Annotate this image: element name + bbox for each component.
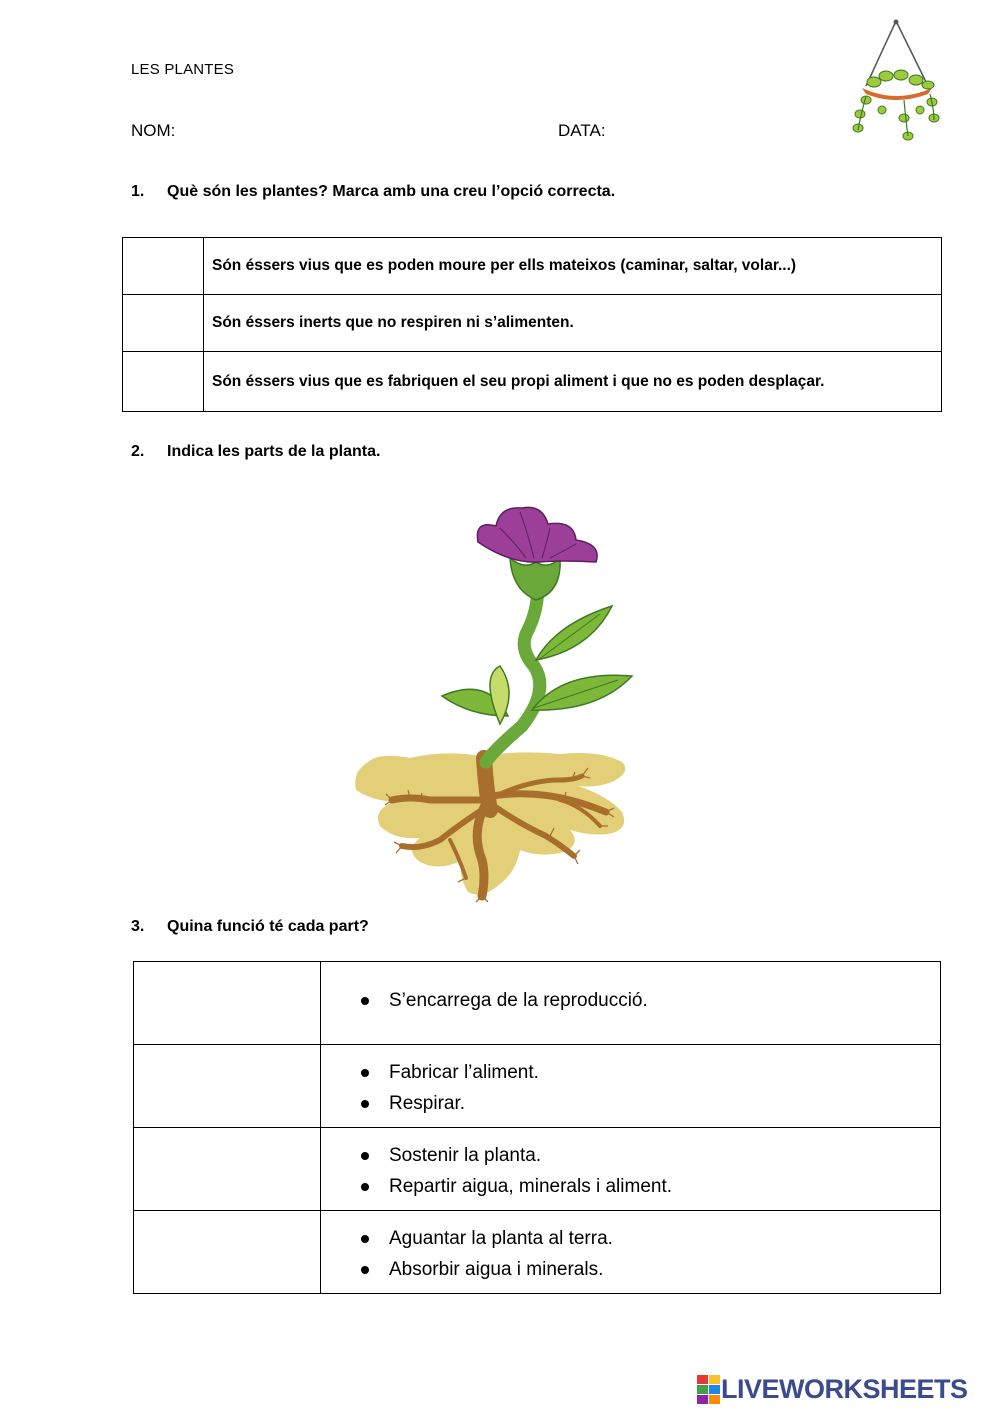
function-description-1	[321, 962, 941, 1045]
function-row	[134, 1128, 941, 1211]
liveworksheets-logo	[697, 1374, 968, 1405]
function-bullet: S’encarrega de la reproducció.	[361, 985, 940, 1016]
date-label: DATA:	[558, 121, 606, 140]
question-3-functions-table	[133, 961, 941, 1294]
part-answer-field-1[interactable]	[134, 962, 321, 1045]
liveworksheets-logo-icon	[697, 1375, 721, 1405]
question-1	[131, 183, 615, 201]
option-row	[123, 238, 942, 295]
liveworksheets-brand: LIVEWORKSHEETS	[721, 1374, 968, 1404]
question-2-text: Indica les parts de la planta.	[167, 443, 381, 460]
question-1-number: 1.	[131, 183, 145, 200]
function-row	[134, 1045, 941, 1128]
option-row	[123, 352, 942, 412]
function-bullet: Aguantar la planta al terra.	[361, 1223, 940, 1254]
name-label: NOM:	[131, 121, 176, 140]
option-text-1: Són éssers vius que es poden moure per ells mateixos (caminar, saltar, volar...)	[204, 238, 942, 295]
option-checkbox-2[interactable]	[123, 295, 204, 352]
option-text-3: Són éssers vius que es fabriquen el seu propi aliment i que no es poden desplaçar.	[204, 352, 942, 412]
worksheet-title: LES PLANTES	[131, 61, 235, 78]
question-3-text: Quina funció té cada part?	[167, 918, 369, 935]
option-checkbox-3[interactable]	[123, 352, 204, 412]
function-bullet: Fabricar l’aliment.	[361, 1057, 940, 1088]
function-row	[134, 962, 941, 1045]
function-bullet: Absorbir aigua i minerals.	[361, 1254, 940, 1285]
option-checkbox-1[interactable]	[123, 238, 204, 295]
hanging-plant-icon	[846, 18, 946, 144]
part-answer-field-3[interactable]	[134, 1128, 321, 1211]
question-3-number: 3.	[131, 918, 145, 935]
function-description-3	[321, 1128, 941, 1211]
function-description-2	[321, 1045, 941, 1128]
question-2-number: 2.	[131, 443, 145, 460]
function-bullet: Repartir aigua, minerals i aliment.	[361, 1171, 940, 1202]
function-bullet: Respirar.	[361, 1088, 940, 1119]
part-answer-field-4[interactable]	[134, 1211, 321, 1294]
option-text-2: Són éssers inerts que no respiren ni s’alimenten.	[204, 295, 942, 352]
function-description-4	[321, 1211, 941, 1294]
question-1-options-table	[122, 237, 942, 412]
function-row	[134, 1211, 941, 1294]
part-answer-field-2[interactable]	[134, 1045, 321, 1128]
question-3	[131, 918, 369, 936]
question-1-text: Què són les plantes? Marca amb una creu l’opció correcta.	[167, 183, 616, 200]
question-2	[131, 443, 380, 461]
function-bullet: Sostenir la planta.	[361, 1140, 940, 1171]
plant-parts-illustration	[350, 500, 640, 912]
option-row	[123, 295, 942, 352]
